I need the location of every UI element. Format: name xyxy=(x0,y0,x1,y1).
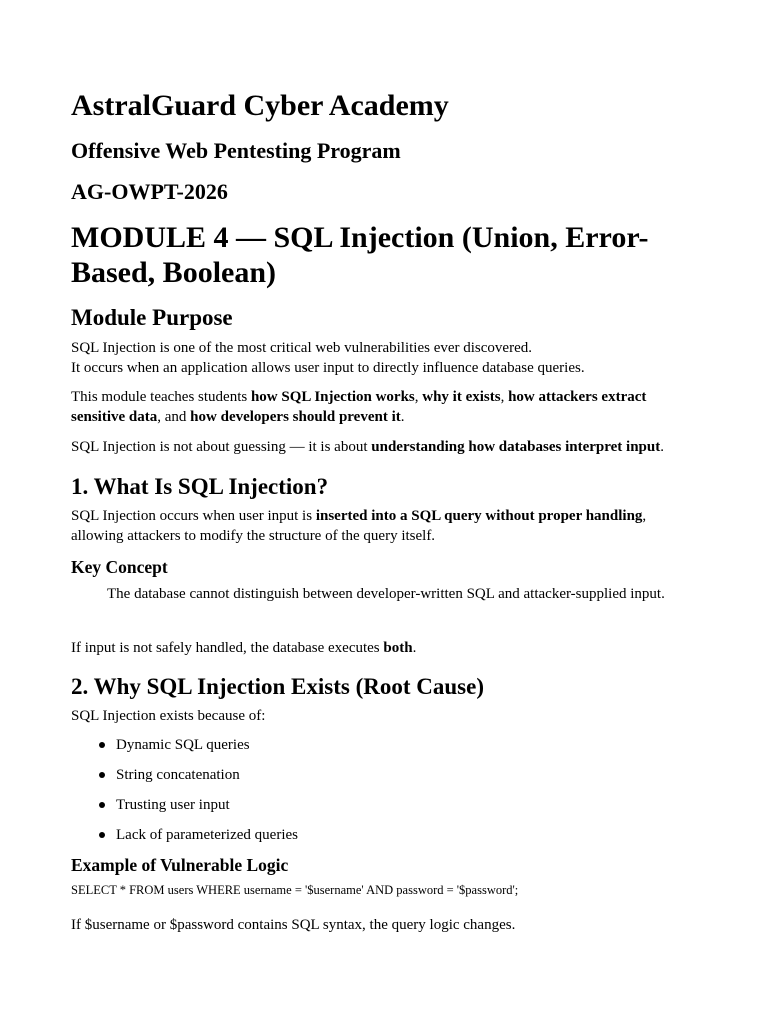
bullet-icon xyxy=(99,832,105,838)
section-1-paragraph-2 xyxy=(71,638,697,658)
text-run: , xyxy=(500,389,509,405)
purpose-paragraph-1 xyxy=(71,338,697,378)
purpose-line-2: It occurs when an application allows user input to directly influence database queries. xyxy=(71,360,585,376)
list-item-label: Trusting user input xyxy=(116,797,230,813)
section-1-heading: 1. What Is SQL Injection? xyxy=(71,474,329,499)
bold-run: how developers should prevent it xyxy=(190,409,401,425)
bold-run: why it exists xyxy=(422,389,501,405)
text-run: SQL Injection occurs when user input is xyxy=(71,508,316,524)
list-item-label: Lack of parameterized queries xyxy=(116,827,298,843)
key-concept-quote: The database cannot distinguish between developer-written SQL and attacker-supplied input. xyxy=(107,586,665,602)
text-run: , xyxy=(414,389,423,405)
list-item xyxy=(71,793,298,823)
bold-run: understanding how databases interpret input xyxy=(371,439,661,455)
text-run: SQL Injection is not about guessing — it is about xyxy=(71,439,372,455)
section-2-heading: 2. Why SQL Injection Exists (Root Cause) xyxy=(71,674,484,699)
program-title: Offensive Web Pentesting Program xyxy=(71,138,401,163)
bold-run: how attackers extract sensitive data xyxy=(71,389,647,425)
bullet-icon xyxy=(99,802,105,808)
purpose-line-1: SQL Injection is one of the most critical web vulnerabilities ever discovered. xyxy=(71,340,532,356)
text-run: . xyxy=(660,439,664,455)
bold-run: inserted into a SQL query without proper handling xyxy=(315,508,643,524)
purpose-paragraph-2 xyxy=(71,387,697,427)
text-run: . xyxy=(412,640,417,656)
purpose-paragraph-3 xyxy=(71,437,697,457)
text-run: . xyxy=(400,409,405,425)
list-item xyxy=(71,823,298,853)
text-run: This module teaches students xyxy=(71,389,251,405)
text-run: If input is not safely handled, the database executes xyxy=(71,640,384,656)
module-purpose-heading: Module Purpose xyxy=(71,305,233,330)
root-cause-list xyxy=(71,733,298,853)
list-item-label: Dynamic SQL queries xyxy=(116,737,250,753)
text-run: , allowing attackers to modify the structure of the query itself. xyxy=(71,508,647,544)
bold-run: both xyxy=(383,640,413,656)
example-heading: Example of Vulnerable Logic xyxy=(71,855,289,875)
bold-run: how SQL Injection works xyxy=(250,389,415,405)
bullet-icon xyxy=(99,742,105,748)
text-run: , and xyxy=(157,409,191,425)
vulnerable-sql-code: SELECT * FROM users WHERE username = '$username' AND password = '$password'; xyxy=(71,883,519,897)
section-2-after-text: If $username or $password contains SQL syntax, the query logic changes. xyxy=(71,917,516,933)
section-2-intro: SQL Injection exists because of: xyxy=(71,708,266,724)
list-item xyxy=(71,733,298,763)
list-item xyxy=(71,763,298,793)
program-code: AG-OWPT-2026 xyxy=(71,179,228,204)
section-1-paragraph-1 xyxy=(71,506,697,546)
bullet-icon xyxy=(99,772,105,778)
module-title: MODULE 4 — SQL Injection (Union, Error-Based, Boolean) xyxy=(71,221,649,289)
academy-title: AstralGuard Cyber Academy xyxy=(71,89,449,122)
list-item-label: String concatenation xyxy=(116,767,240,783)
key-concept-heading: Key Concept xyxy=(71,557,168,577)
